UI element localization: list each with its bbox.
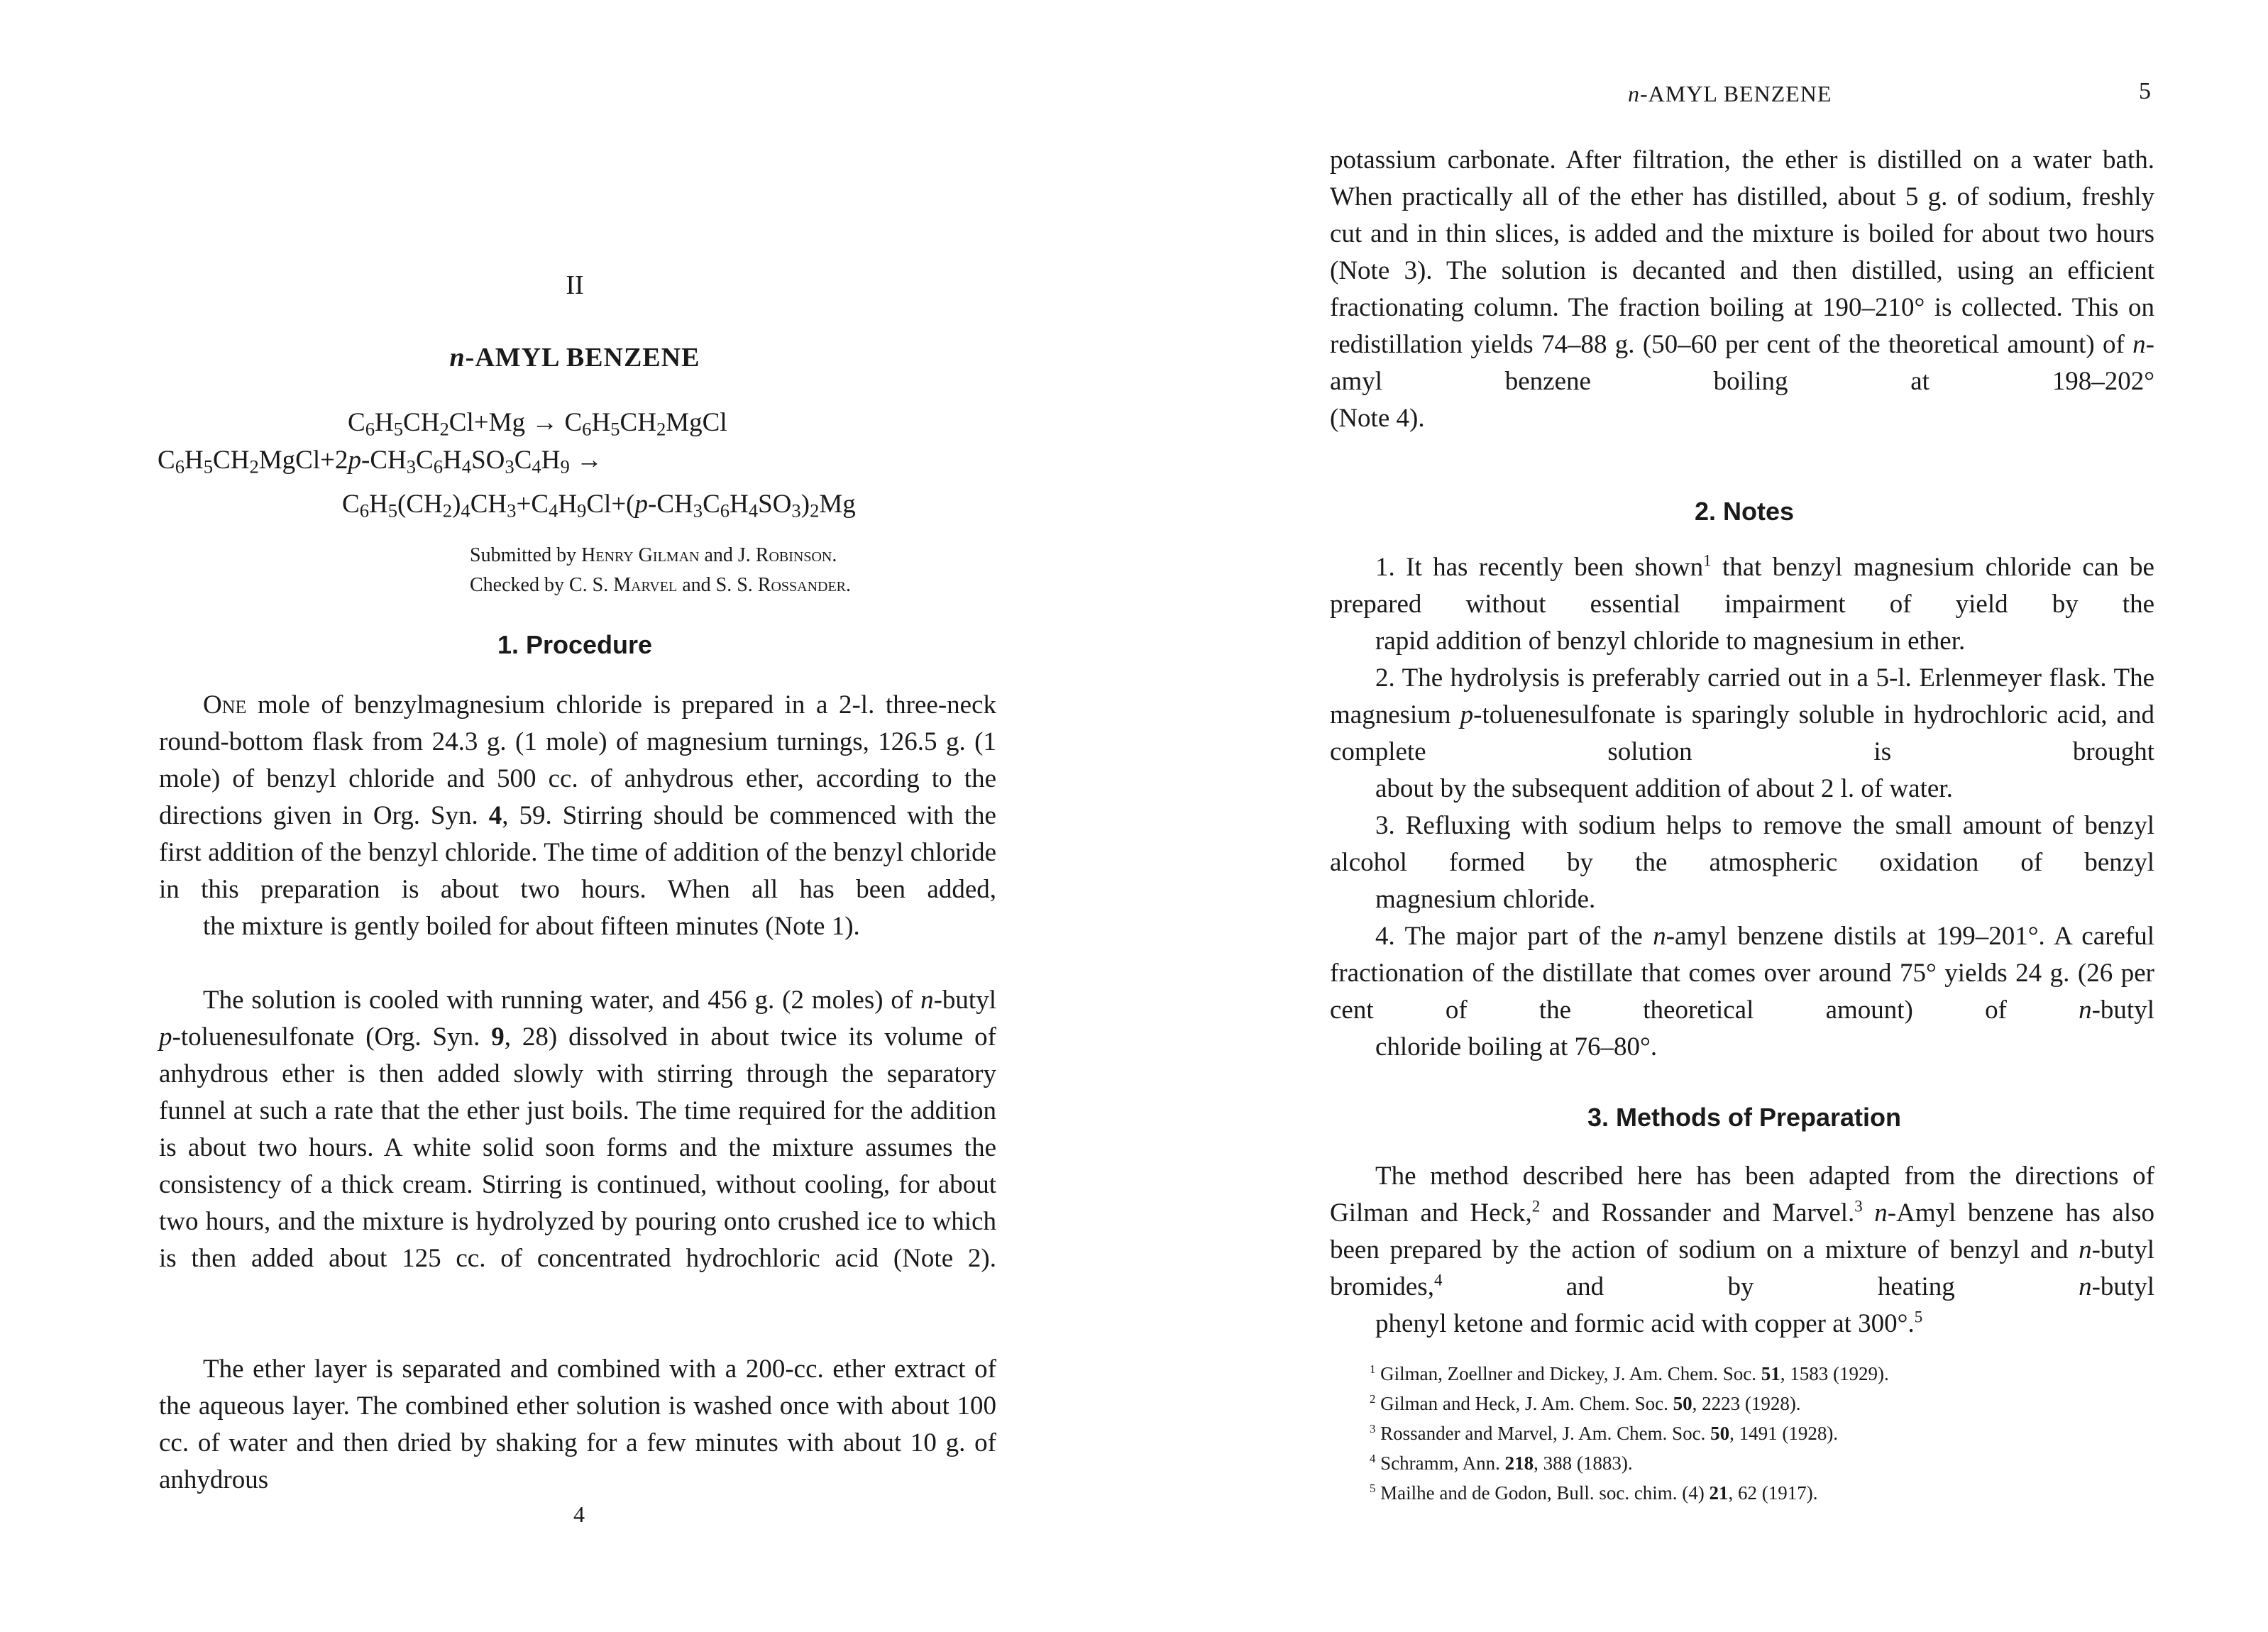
page-number-right: 5: [2139, 78, 2151, 104]
note-1: 1. It has recently been shown$^1$ that benzyl magnesium chloride can be prepared without essential impairment of yield by the rapid addition of benzyl chloride to magnesium in ether.: [1330, 551, 2154, 656]
equation-3: $C_6H_5(CH_2)_4CH_3+C_4H_9Cl+(p-CH_3C_6H_4SO_3)_2Mg$: [342, 490, 856, 522]
equation-2: $C_6H_5CH_2MgCl+2p-CH_3C_6H_4SO_3C_4H_9$ →: [158, 446, 603, 478]
page-title: n-AMYL BENZENE: [449, 343, 700, 373]
footnote-3: $^3$ Rossander and Marvel, J. Am. Chem. Soc. 50, 1491 (1928).: [1370, 1421, 1839, 1444]
equation-1: $C_6H_5CH_2Cl+Mg$ → $C_6H_5CH_2MgCl$: [348, 408, 727, 440]
procedure-heading: 1. Procedure: [497, 630, 653, 659]
note-4: 4. The major part of the n-amyl benzene distils at 199–201°. A careful fractionation of the distillate that comes over around 75° yields 24 g. (26 per cent of the theoretical amount) of n-butyl chloride boiling at 76–80°.: [1330, 922, 2154, 1062]
methods-heading: 3. Methods of Preparation: [1587, 1103, 1902, 1132]
submitted-by: Submitted by Henry Gilman and J. Robinson.: [470, 544, 837, 566]
footnote-4: $^4$ Schramm, Ann. 218, 388 (1883).: [1370, 1451, 1633, 1474]
footnote-2: $^2$ Gilman and Heck, J. Am. Chem. Soc. 50, 2223 (1928).: [1370, 1391, 1801, 1414]
checked-by: Checked by C. S. Marvel and S. S. Rossander.: [470, 574, 852, 596]
running-head: n-AMYL BENZENE: [1628, 81, 1832, 106]
roman-numeral: II: [566, 270, 584, 300]
procedure-paragraph-1: One mole of benzylmagnesium chloride is prepared in a 2-l. three-neck round-bottom flask from 24.3 g. (1 mole) of magnesium turnings, 126.5 g. (1 mole) of benzyl chloride and 500 cc. of anhydrous ether, according to the directions given in Org. Syn. 4, 59. Stirring should be commenced with the first addition of the benzyl chloride. The time of addition of the benzyl chloride in this preparation is about two hours. When all has been added, the mixture is gently boiled for about fifteen minutes (Note 1).: [159, 690, 996, 941]
methods-paragraph: The method described here has been adapted from the directions of Gilman and Heck,$^2$ and Rossander and Marvel.$^3$ n-Amyl benzene has also been prepared by the action of sodium on a mixture of benzyl and n-butyl bromides,$^4$ and by heating n-butyl phenyl ketone and formic acid with copper at 300°.$^5$: [1330, 1162, 2154, 1338]
notes-heading: 2. Notes: [1694, 497, 1795, 526]
page-number-left: 4: [573, 1501, 585, 1527]
procedure-paragraph-3: The ether layer is separated and combined with a 200-cc. ether extract of the aqueous layer. The combined ether solution is washed once with about 100 cc. of water and then dried by shaking for a few minutes with about 10 g. of anhydrous: [159, 1355, 996, 1494]
note-3: 3. Refluxing with sodium helps to remove the small amount of benzyl alcohol formed by the atmospheric oxidation of benzyl magnesium chloride.: [1330, 811, 2154, 914]
procedure-paragraph-2: The solution is cooled with running water, and 456 g. (2 moles) of n-butyl p-toluenesulfonate (Org. Syn. 9, 28) dissolved in about twice its volume of anhydrous ether is then added slowly with stirring through the separatory funnel at such a rate that the ether just boils. The time required for the addition is about two hours. A white solid soon forms and the mixture assumes the consistency of a thick cream. Stirring is continued, without cooling, for about two hours, and the mixture is hydrolyzed by pouring onto crushed ice to which is then added about 125 cc. of concentrated hydrochloric acid (Note 2).: [159, 986, 996, 1273]
footnote-5: $^5$ Mailhe and de Godon, Bull. soc. chim. (4) 21, 62 (1917).: [1370, 1481, 1818, 1504]
note-2: 2. The hydrolysis is preferably carried out in a 5-l. Erlenmeyer flask. The magnesium p-toluenesulfonate is sparingly soluble in hydrochloric acid, and complete solution is brought about by the subsequent addition of about 2 l. of water.: [1330, 663, 2154, 803]
right-page: [1134, 0, 2268, 1632]
continuation-paragraph: potassium carbonate. After filtration, the ether is distilled on a water bath. When practically all of the ether has distilled, about 5 g. of sodium, freshly cut and in thin slices, is added and the mixture is boiled for about two hours (Note 3). The solution is decanted and then distilled, using an efficient fractionating column. The fraction boiling at 190–210° is collected. This on redistillation yields 74–88 g. (50–60 per cent of the theoretical amount) of n-amyl benzene boiling at 198–202° (Note 4).: [1330, 145, 2154, 433]
footnote-1: $^1$ Gilman, Zoellner and Dickey, J. Am. Chem. Soc. 51, 1583 (1929).: [1370, 1362, 1889, 1384]
